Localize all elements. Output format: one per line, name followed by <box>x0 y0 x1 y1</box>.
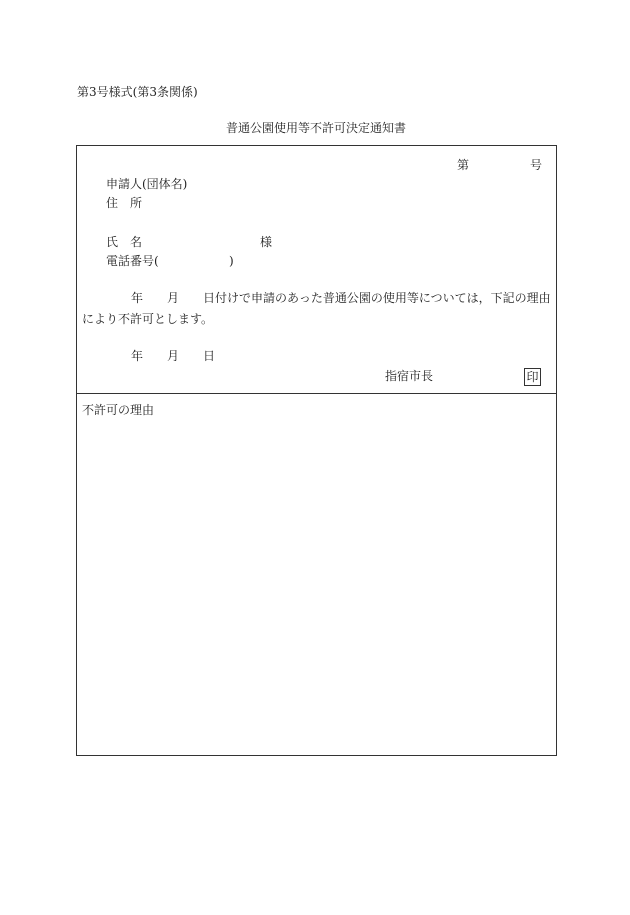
phone-label: 電話番号( <box>106 254 159 268</box>
seal-label: 印 <box>526 370 539 384</box>
body-text-line-1: 年 月 日付けで申請のあった普通公園の使用等については，下記の理由 <box>131 291 551 305</box>
seal-mark <box>524 368 541 386</box>
body-text-line-2: により不許可とします。 <box>82 312 214 326</box>
name-label: 氏 名 <box>106 235 143 249</box>
notice-frame <box>76 145 557 756</box>
notice-number-prefix: 第 <box>457 158 470 172</box>
issuer: 指宿市長 <box>385 369 434 383</box>
reason-label: 不許可の理由 <box>82 403 155 417</box>
honorific: 様 <box>260 235 273 249</box>
form-number: 第3号様式(第3条関係) <box>77 85 198 99</box>
document-title: 普通公園使用等不許可決定通知書 <box>226 121 407 135</box>
applicant-label: 申請人(団体名) <box>106 177 188 191</box>
issue-date: 年 月 日 <box>131 349 216 363</box>
section-divider <box>76 393 557 394</box>
address-label: 住 所 <box>106 196 143 210</box>
phone-close: ) <box>229 254 234 268</box>
notice-number-suffix: 号 <box>530 158 543 172</box>
